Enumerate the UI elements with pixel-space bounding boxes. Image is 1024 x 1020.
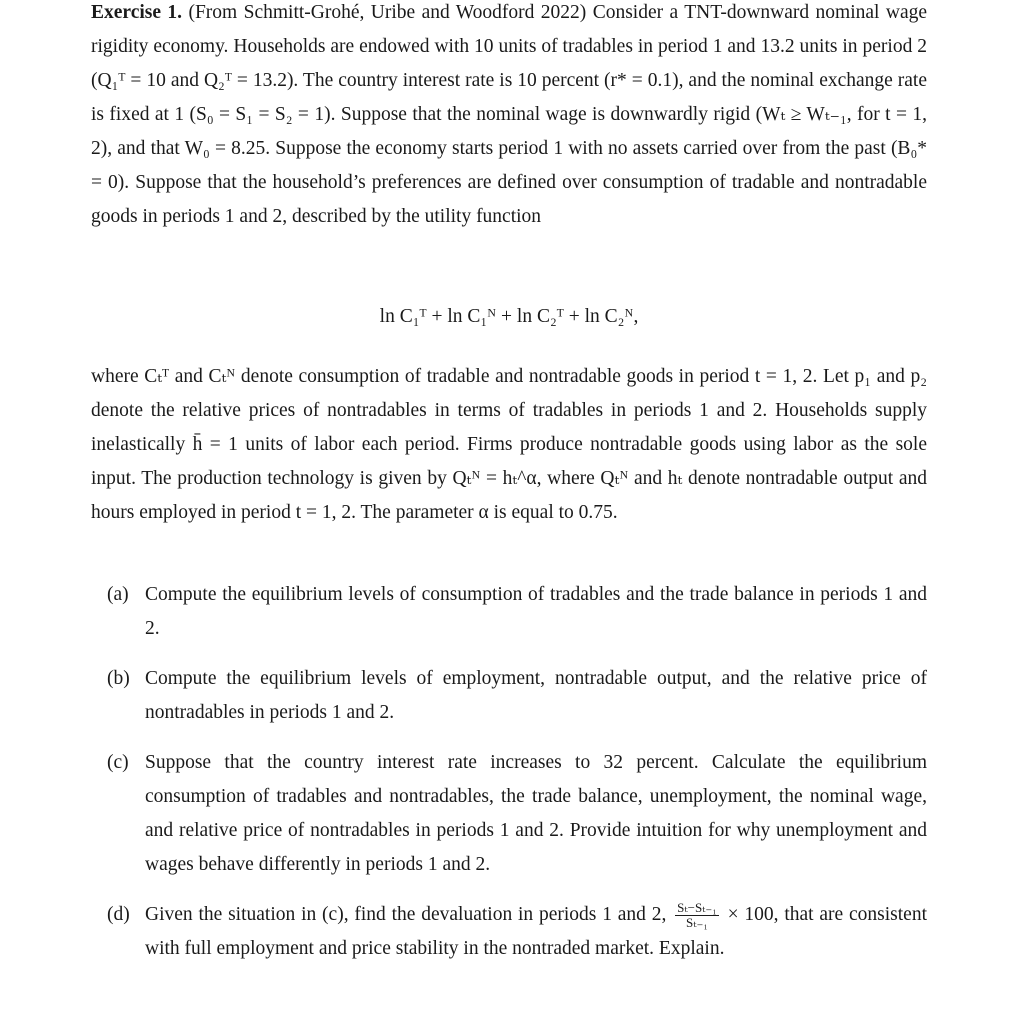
part-text: Suppose that the country interest rate increases to 32 percent. Calculate the equilibrium consumption of tradables and nontradables, the trade balance, unemployment, the nominal wage, and relative price of nontradables in periods 1 and 2. Provide intuition for why unemployment and wages behave differently in periods 1 and 2. bbox=[145, 752, 927, 875]
part-a bbox=[91, 578, 927, 646]
exercise-title: Exercise 1. bbox=[91, 2, 183, 23]
part-label: (a) bbox=[107, 584, 129, 605]
part-text: Compute the equilibrium levels of consumption of tradables and the trade balance in periods 1 and 2. bbox=[145, 584, 927, 639]
part-label: (c) bbox=[107, 752, 129, 773]
part-label: (b) bbox=[107, 668, 130, 689]
exercise-intro-text: (From Schmitt-Grohé, Uribe and Woodford 2022) Consider a TNT-downward nominal wage rigidity economy. Households are endowed with 10 units of tradables in period 1 and 13.2 units in period 2 (Q₁ᵀ = 10 and Q₂ᵀ = 13.2). The country interest rate is 10 percent (r* = 0.1), and the nominal exchange rate is fixed at 1 (S₀ = S₁ = S₂ = 1). Suppose that the nominal wage is downwardly rigid (Wₜ ≥ Wₜ₋₁, for t = 1, 2), and that W₀ = 8.25. Suppose the economy starts period 1 with no assets carried over from the past (B₀* = 0). Suppose that the household’s preferences are defined over consumption of tradable and nontradable goods in periods 1 and 2, described by the utility function bbox=[91, 2, 928, 227]
devaluation-fraction bbox=[675, 901, 719, 930]
part-c bbox=[91, 746, 927, 882]
part-label: (d) bbox=[107, 904, 130, 925]
fraction-denominator: Sₜ₋₁ bbox=[686, 915, 708, 931]
part-d-text-after: × 100, that are consistent with full employment and price stability in the nontraded market. Explain. bbox=[145, 904, 927, 959]
exercise-intro-paragraph bbox=[91, 0, 927, 234]
part-text bbox=[145, 898, 927, 966]
part-d-text-before: Given the situation in (c), find the devaluation in periods 1 and 2, bbox=[145, 904, 667, 925]
part-b bbox=[91, 662, 927, 730]
utility-function-equation: ln C₁ᵀ + ln C₁ᴺ + ln C₂ᵀ + ln C₂ᴺ, bbox=[379, 306, 639, 327]
fraction-numerator: Sₜ−Sₜ₋₁ bbox=[677, 900, 717, 916]
part-text: Compute the equilibrium levels of employment, nontradable output, and the relative price of nontradables in periods 1 and 2. bbox=[145, 668, 927, 723]
exercise-setup-paragraph: where Cₜᵀ and Cₜᴺ denote consumption of tradable and nontradable goods in period t = 1, 2. Let p₁ and p₂ denote the relative prices of nontradables in terms of tradables in periods 1 and 2. Households supply inelastically h̄ = 1 units of labor each period. Firms produce nontradable goods using labor as the sole input. The production technology is given by Qₜᴺ = hₜ^α, where Qₜᴺ and hₜ denote nontradable output and hours employed in period t = 1, 2. The parameter α is equal to 0.75. bbox=[91, 366, 927, 523]
part-d bbox=[91, 898, 927, 966]
